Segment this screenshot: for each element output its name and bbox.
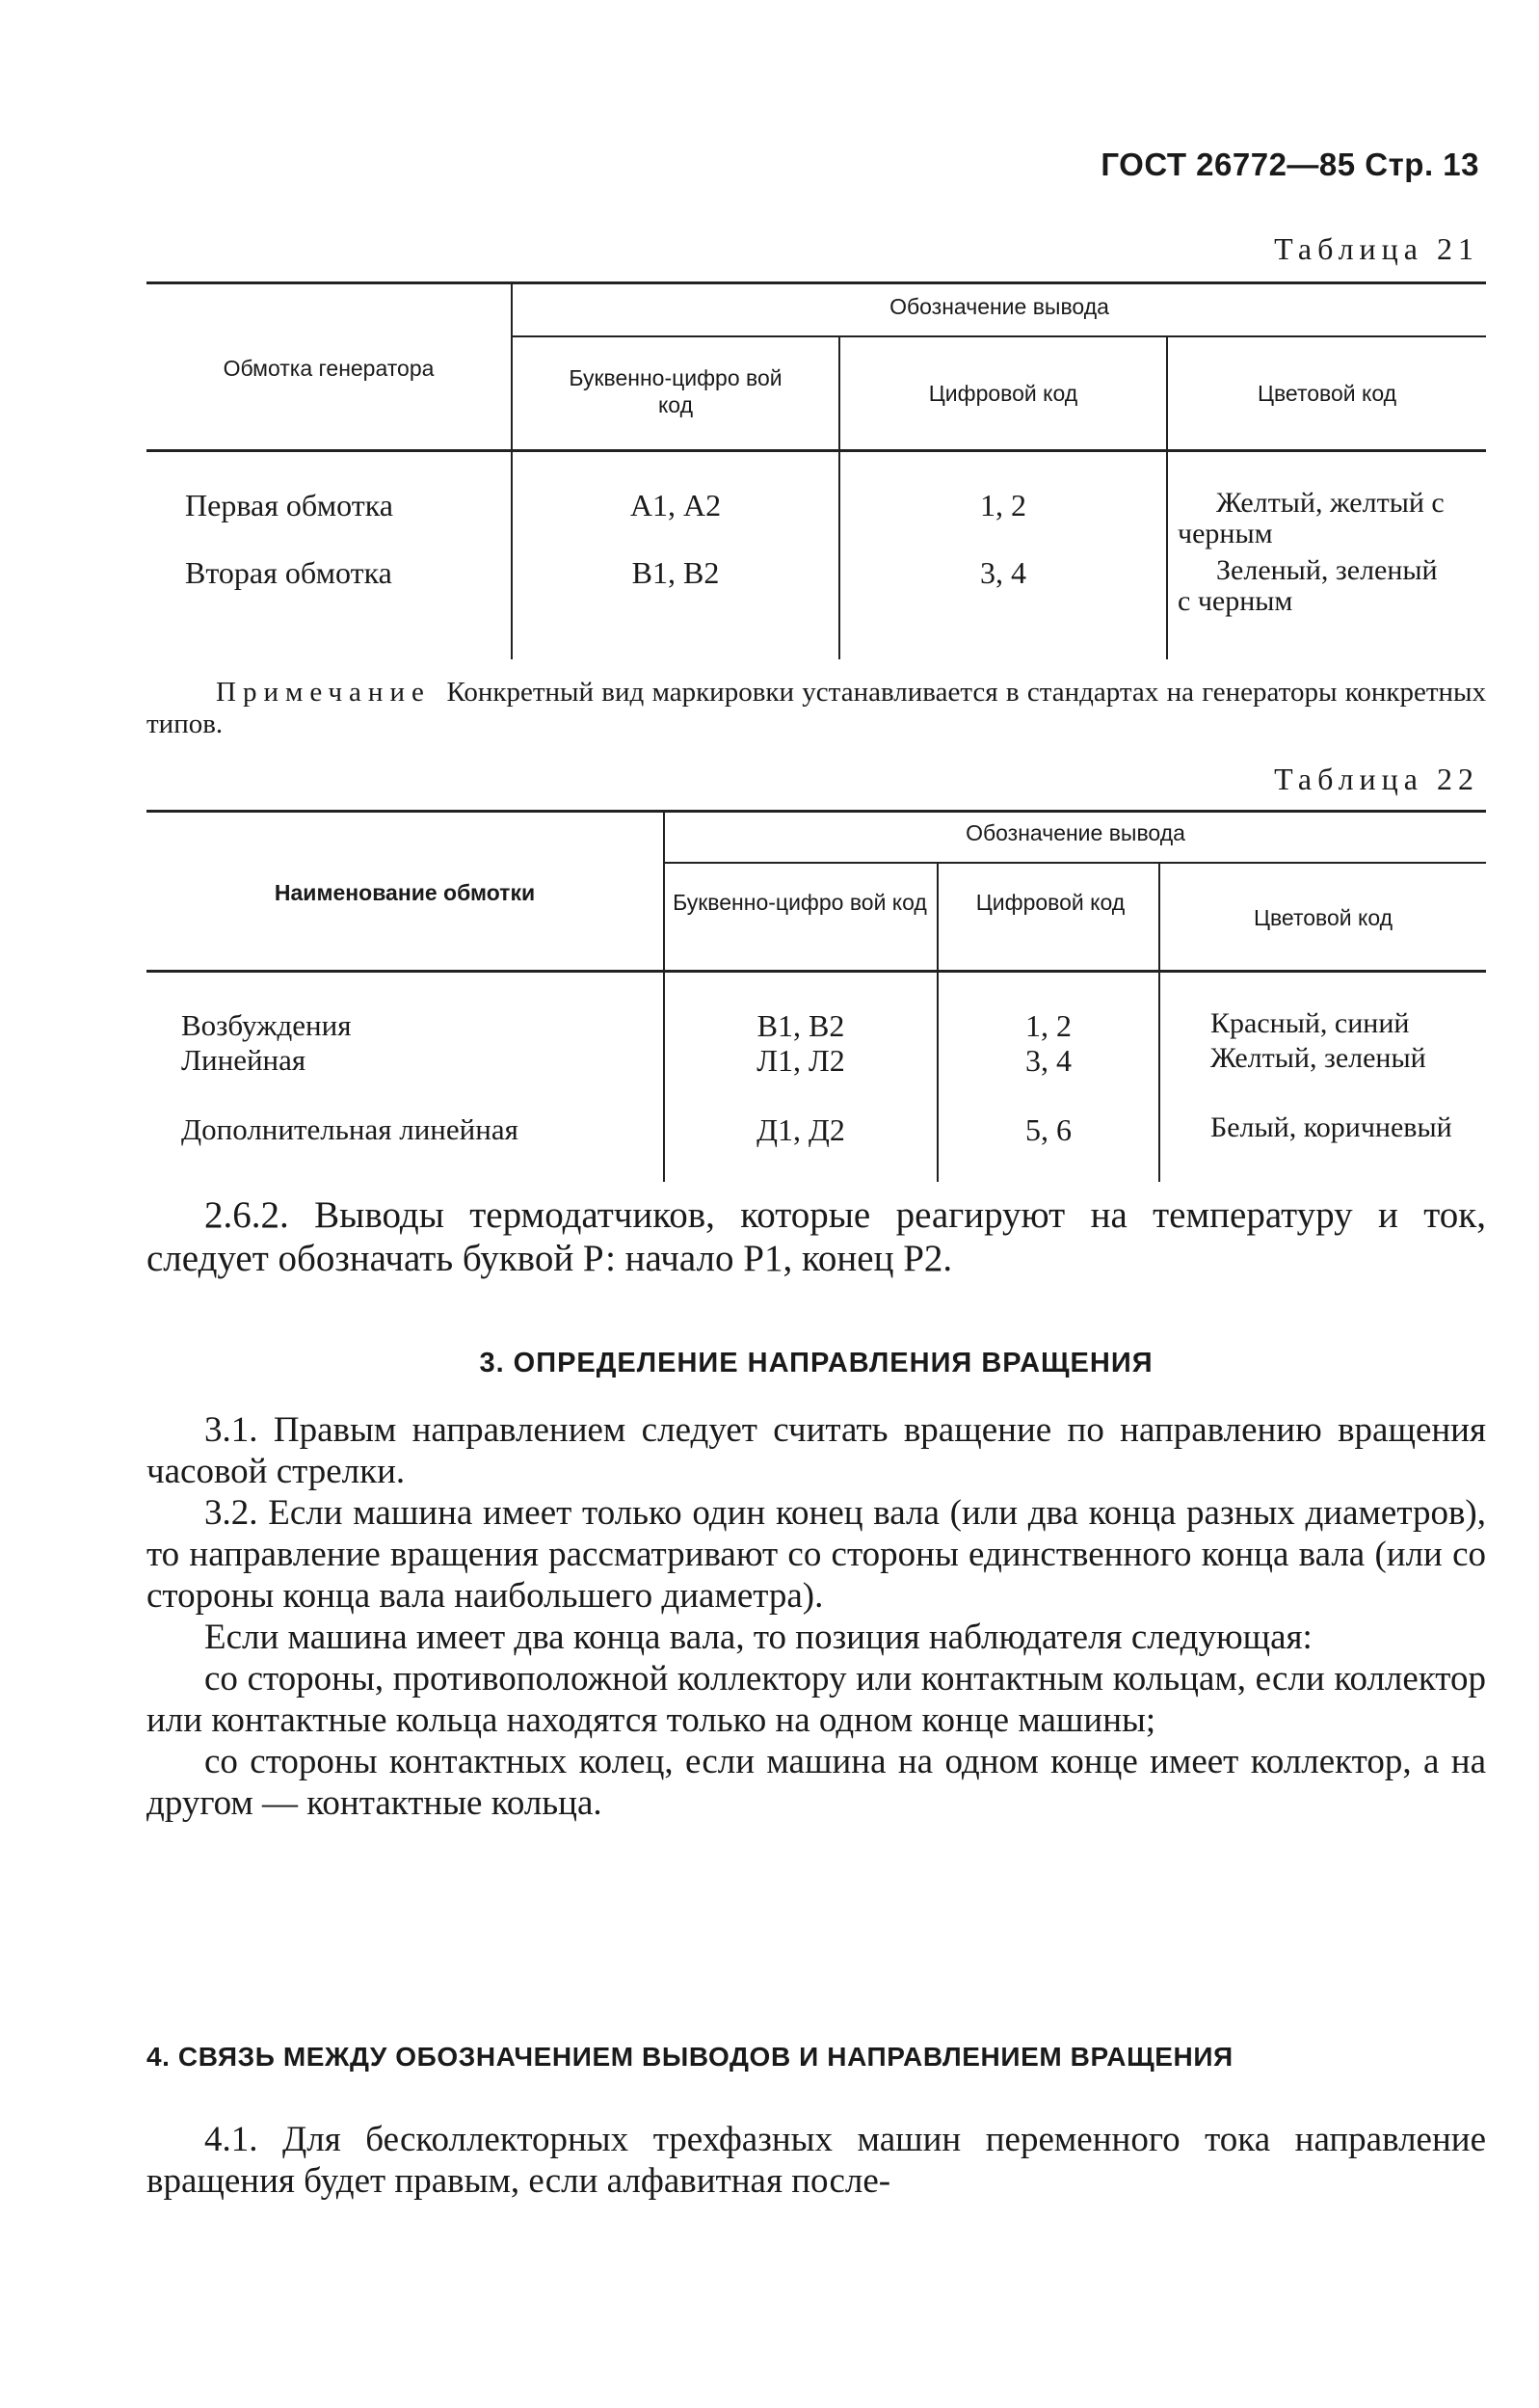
table22-caption: Таблица 22 <box>1274 762 1479 796</box>
table22-row3-color: Белый, коричневый <box>1210 1111 1452 1143</box>
table21-divider-1 <box>511 281 513 659</box>
table22-header-alnum: Буквенно-цифро вой код <box>673 890 927 915</box>
table22-row1-color: Красный, синий <box>1210 1007 1410 1039</box>
page-header: ГОСТ 26772—85 Стр. 13 <box>1101 147 1479 182</box>
table21-header-winding: Обмотка генератора <box>223 356 435 381</box>
table22-row3-alnum: Д1, Д2 <box>756 1112 845 1147</box>
table22-header-digit: Цифровой код <box>975 890 1126 915</box>
table22-top-rule <box>146 810 1486 813</box>
table22-header-winding: Наименование обмотки <box>274 880 536 905</box>
section4-body <box>146 2119 1486 2202</box>
section3-para4: со стороны, противоположной коллектору или контактным кольцам, если коллектор или контактные кольца находятся только на одном конце машины; <box>146 1659 1486 1740</box>
table21-header-alnum: Буквенно-цифро вой код <box>569 365 783 417</box>
section3-para2: 3.2. Если машина имеет только один конец вала (или два конца разных диаметров), то направление вращения рассматривают со стороны единственного конца вала (или со стороны конца вала наибольшего диаметра). <box>146 1493 1486 1616</box>
table22-header-color: Цветовой код <box>1253 905 1393 930</box>
section3-para3: Если машина имеет два конца вала, то позиция наблюдателя следующая: <box>204 1618 1313 1657</box>
table21-row2-digit: 3, 4 <box>980 555 1026 590</box>
table21-row1-name: Первая обмотка <box>185 488 393 522</box>
section3-title: 3. ОПРЕДЕЛЕНИЕ НАПРАВЛЕНИЯ ВРАЩЕНИЯ <box>479 1348 1154 1378</box>
table22-row3-digit: 5, 6 <box>1025 1112 1072 1147</box>
table21-row2-name: Вторая обмотка <box>185 555 392 590</box>
table21-header-designation: Обозначение вывода <box>889 294 1109 319</box>
table22-row2-color: Желтый, зеленый <box>1210 1042 1426 1074</box>
table22-row2-alnum: Л1, Л2 <box>756 1043 845 1078</box>
table21-row2-alnum: В1, В2 <box>631 555 720 590</box>
section3-para5: со стороны контактных колец, если машина на одном конце имеет коллектор, а на другом — контактные кольца. <box>146 1742 1486 1823</box>
paragraph-2-6-2 <box>146 1193 1486 1280</box>
table22-row1-name: Возбуждения <box>181 1008 352 1042</box>
table22-header-designation: Обозначение вывода <box>966 820 1185 845</box>
table22-row1-alnum: В1, В2 <box>756 1008 845 1043</box>
table22-header-rule <box>146 970 1486 973</box>
table21-note-text: Конкретный вид маркировки устанавливается в стандартах на генераторы конкретных типов. <box>146 677 1486 739</box>
section4-para1: 4.1. Для бесколлекторных трехфазных машин переменного тока направление вращения будет правым, если алфавитная после- <box>146 2120 1486 2201</box>
table22-row1-digit: 1, 2 <box>1025 1008 1072 1043</box>
section3-body <box>146 1409 1486 1824</box>
table21-row1-alnum: А1, А2 <box>629 488 722 522</box>
table21-top-rule <box>146 281 1486 284</box>
table21-header-color: Цветовой код <box>1257 381 1397 406</box>
table22-row3-name: Дополнительная линейная <box>181 1112 518 1146</box>
table21-note <box>146 677 1486 740</box>
table21-row1-digit: 1, 2 <box>980 488 1026 522</box>
table21-note-label: Примечание <box>216 677 431 708</box>
table21-group-rule <box>513 335 1486 337</box>
table22-row2-name: Линейная <box>181 1043 306 1077</box>
table22-group-rule <box>665 862 1486 864</box>
table21-row1-color: Желтый, желтый с черным <box>1178 487 1445 549</box>
table21-caption: Таблица 21 <box>1274 231 1479 266</box>
table22-row2-digit: 3, 4 <box>1025 1043 1072 1078</box>
table21-header-digit: Цифровой код <box>928 381 1078 406</box>
table21-header-rule <box>146 449 1486 452</box>
section3-para1: 3.1. Правым направлением следует считать вращение по направлению вращения часовой стрелки. <box>146 1410 1486 1491</box>
section4-title: 4. СВЯЗЬ МЕЖДУ ОБОЗНАЧЕНИЕМ ВЫВОДОВ И НАПРАВЛЕНИЕМ ВРАЩЕНИЯ <box>146 2042 1234 2072</box>
table21-row2-color: Зеленый, зеленый с черным <box>1178 554 1438 617</box>
paragraph-2-6-2-text: 2.6.2. Выводы термодатчиков, которые реагируют на температуру и ток, следует обозначать буквой Р: начало Р1, конец Р2. <box>146 1194 1486 1279</box>
